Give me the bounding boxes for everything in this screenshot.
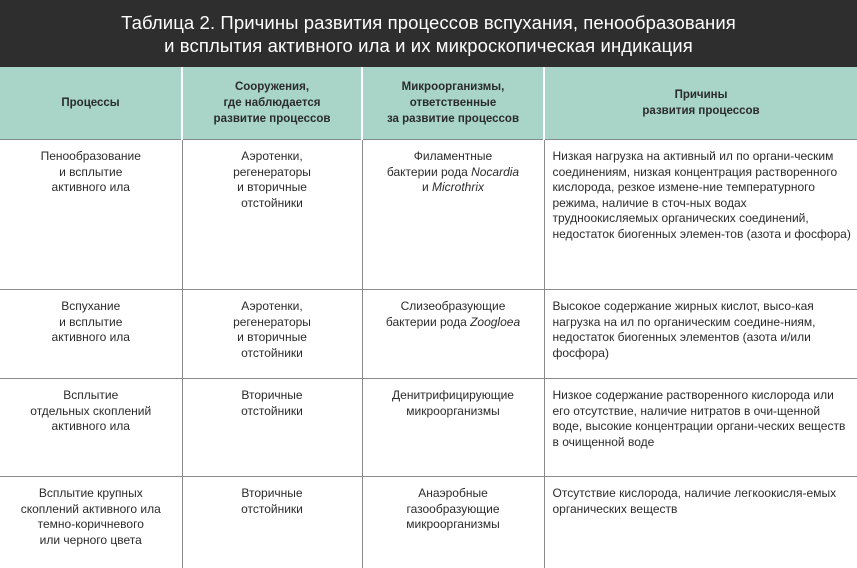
table-title-line-2: и всплытия активного ила и их микроскопическая индикация [164,34,693,57]
genus-name: Microthrix [432,180,484,194]
process-cell: Пенообразование и всплытие активного ила [0,140,182,290]
structures-cell: Вторичные отстойники [182,477,362,568]
microorganisms-text: Слизеобразующие бактерии рода [386,299,506,329]
header-processes: Процессы [0,67,182,140]
header-reasons: Причины развития процессов [544,67,857,140]
reasons-cell: Низкое содержание растворенного кислорода или его отсутствие, наличие нитратов в очи-щенной воде, высокие концентрации органи-ческих веществ в очищенной воде [544,379,857,477]
reasons-cell: Отсутствие кислорода, наличие легкоокисля-емых органических веществ [544,477,857,568]
table-row [0,379,857,477]
microorganisms-cell: Анаэробные газообразующие микроорганизмы [362,477,544,568]
microorganisms-cell [362,290,544,379]
structures-cell: Аэротенки, регенераторы и вторичные отстойники [182,290,362,379]
process-cell: Вспухание и всплытие активного ила [0,290,182,379]
table-header [0,67,857,140]
microorganisms-cell: Денитрифицирующие микроорганизмы [362,379,544,477]
reasons-cell: Высокое содержание жирных кислот, высо-кая нагрузка на ил по органическим соедине-ниям, недостаток биогенных элементов (азота и/или фосфора) [544,290,857,379]
structures-cell: Аэротенки, регенераторы и вторичные отстойники [182,140,362,290]
header-structures: Сооружения, где наблюдается развитие процессов [182,67,362,140]
genus-name: Zoogloea [470,315,520,329]
table-title [0,0,857,67]
microorganisms-cell [362,140,544,290]
genus-name: Nocardia [471,165,519,179]
structures-cell: Вторичные отстойники [182,379,362,477]
table-row [0,140,857,290]
reasons-cell: Низкая нагрузка на активный ил по органи-ческим соединениям, низкая концентрация растворенного кислорода, резкое измене-ние температурного режима, наличие в сточ-ных водах трудноокисляемых органических соединений, недостаток биогенных элемен-тов (азота и фосфора) [544,140,857,290]
process-cell: Всплытие отдельных скоплений активного ила [0,379,182,477]
process-cell: Всплытие крупных скоплений активного ила темно-коричневого или черного цвета [0,477,182,568]
microorganisms-text: Филаментные бактерии рода [387,149,492,179]
table-title-line-1: Таблица 2. Причины развития процессов вспухания, пенообразования [121,11,736,34]
causes-table [0,67,857,568]
header-row [0,67,857,140]
header-microorganisms: Микроорганизмы, ответственные за развитие процессов [362,67,544,140]
conjunction-text: и [422,180,432,194]
table-row [0,477,857,568]
table-row [0,290,857,379]
